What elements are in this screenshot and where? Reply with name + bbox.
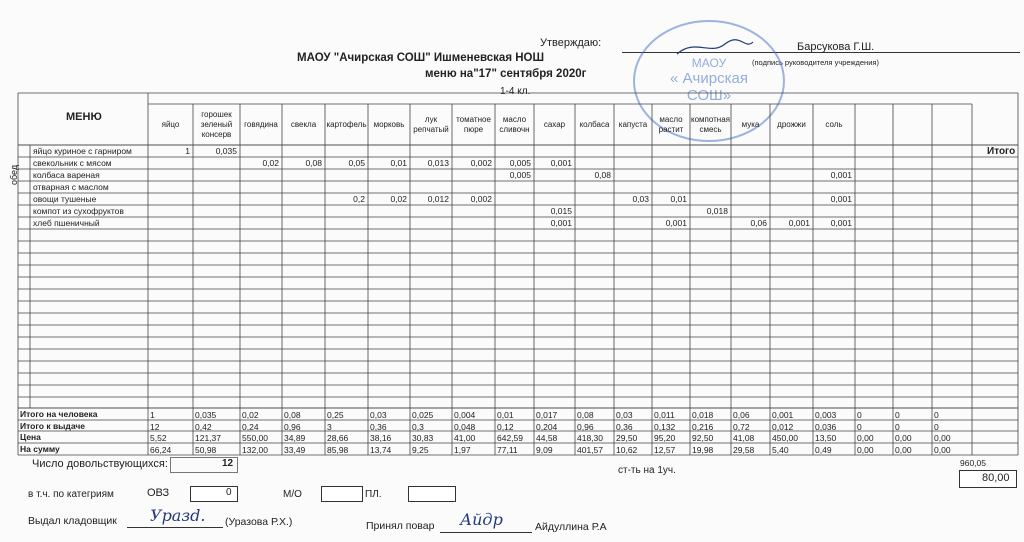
- menu-date: меню на"17" сентября 2020г: [425, 68, 587, 80]
- summary-value-cell: 95,20: [654, 433, 676, 443]
- cost-label: ст-ть на 1уч.: [618, 465, 676, 476]
- column-header: [856, 105, 892, 144]
- column-header: [894, 105, 931, 144]
- side-label-obed: обед: [9, 164, 19, 185]
- column-header: мука: [741, 119, 760, 129]
- summary-value-cell: 0,96: [577, 422, 594, 432]
- summary-value-cell: 0,003: [815, 410, 837, 420]
- summary-value-cell: 66,24: [150, 445, 172, 455]
- summary-value-cell: 9,25: [412, 445, 429, 455]
- approve-label: Утверждаю:: [540, 37, 602, 49]
- summary-value-cell: 13,50: [815, 433, 837, 443]
- dish-value-cell: 0,013: [427, 158, 449, 168]
- summary-value-cell: 0,08: [577, 410, 594, 420]
- summary-label: Итого на человека: [20, 409, 98, 419]
- categories-label: в т.ч. по категриям: [28, 489, 114, 500]
- summary-value-cell: 0,017: [536, 410, 558, 420]
- summary-value-cell: 0,12: [497, 422, 514, 432]
- dish-value-cell: 0,035: [215, 146, 237, 156]
- cost-value: 80,00: [982, 472, 1010, 484]
- ovz-value: 0: [226, 487, 232, 498]
- summary-value-cell: 28,66: [327, 433, 349, 443]
- stamp-line-2: « Ачирская: [670, 70, 748, 87]
- summary-value-cell: 30,83: [412, 433, 434, 443]
- summary-value-cell: 401,57: [577, 445, 603, 455]
- dish-value-cell: 0,001: [550, 158, 572, 168]
- summary-value-cell: 0,00: [895, 433, 912, 443]
- summary-value-cell: 0,06: [733, 410, 750, 420]
- dish-name: свекольник с мясом: [33, 158, 112, 168]
- summary-value-cell: 13,74: [370, 445, 392, 455]
- summary-value-cell: 85,98: [327, 445, 349, 455]
- column-header: соль: [825, 119, 843, 129]
- column-header: свекла: [290, 119, 317, 129]
- school-title: МАОУ "Ачирская СОШ" Ишменевская НОШ: [297, 52, 545, 64]
- summary-value-cell: 0,00: [934, 445, 951, 455]
- summary-value-cell: 77,11: [497, 445, 518, 455]
- summary-value-cell: 0,3: [412, 422, 424, 432]
- summary-value-cell: 0,048: [454, 422, 476, 432]
- summary-value-cell: 50,98: [195, 445, 217, 455]
- total-header: Итого: [987, 146, 1016, 157]
- dish-name: колбаса вареная: [33, 170, 100, 180]
- received-label: Принял повар: [366, 520, 435, 532]
- stamp-line-3: СОШ»: [686, 87, 732, 104]
- summary-value-cell: 0: [857, 422, 862, 432]
- summary-value-cell: 0,025: [412, 410, 434, 420]
- dish-value-cell: 0,01: [390, 158, 407, 168]
- dish-value-cell: 0,02: [262, 158, 279, 168]
- column-header: морковь: [373, 119, 405, 129]
- summary-value-cell: 92,50: [692, 433, 714, 443]
- summary-value-cell: 0,36: [616, 422, 633, 432]
- summary-value-cell: 0,03: [616, 410, 633, 420]
- column-header: сахар: [543, 119, 566, 129]
- grades-label: 1-4 кл.: [500, 86, 531, 97]
- summary-value-cell: 0,001: [772, 410, 794, 420]
- summary-value-cell: 41,08: [733, 433, 755, 443]
- dish-value-cell: 0,001: [665, 218, 687, 228]
- approver-name: Барсукова Г.Ш.: [797, 41, 875, 53]
- column-header: яйцо: [161, 119, 180, 129]
- summary-value-cell: 0: [934, 410, 939, 420]
- dish-name: хлеб пшеничный: [33, 218, 100, 228]
- summary-value-cell: 5,40: [772, 445, 789, 455]
- column-header: говядина: [244, 119, 278, 129]
- summary-value-cell: 34,89: [284, 433, 306, 443]
- summary-value-cell: 0,03: [370, 410, 387, 420]
- summary-value-cell: 0,96: [284, 422, 301, 432]
- mo-box: [321, 486, 363, 502]
- received-signature-line: [440, 532, 532, 533]
- summary-value-cell: 12: [150, 422, 160, 432]
- summary-value-cell: 642,59: [497, 433, 523, 443]
- dish-value-cell: 0,03: [632, 194, 649, 204]
- dish-value-cell: 0,05: [348, 158, 365, 168]
- summary-value-cell: 0,49: [815, 445, 832, 455]
- dish-value-cell: 0,018: [706, 206, 728, 216]
- column-header: томатное пюре: [456, 114, 491, 134]
- column-header: компотная смесь: [691, 114, 731, 134]
- column-header: горошек зеленый консерв: [200, 109, 233, 139]
- dish-name: компот из сухофруктов: [33, 206, 124, 216]
- summary-label: Итого к выдаче: [20, 421, 86, 431]
- issued-label: Выдал кладовщик: [28, 515, 117, 527]
- summary-value-cell: 0,018: [692, 410, 714, 420]
- dish-name: яйцо куриное с гарниром: [33, 146, 132, 156]
- summary-value-cell: 3: [327, 422, 332, 432]
- summary-value-cell: 550,00: [242, 433, 268, 443]
- dish-value-cell: 0,001: [830, 170, 852, 180]
- summary-value-cell: 10,62: [616, 445, 638, 455]
- summary-value-cell: 9,09: [536, 445, 553, 455]
- summary-label: На сумму: [20, 444, 60, 454]
- summary-value-cell: 44,58: [536, 433, 558, 443]
- summary-label: Цена: [20, 432, 41, 442]
- summary-value-cell: 1: [150, 410, 155, 420]
- summary-value-cell: 0,00: [857, 433, 874, 443]
- column-header: капуста: [618, 119, 648, 129]
- dish-name: отварная с маслом: [33, 182, 109, 192]
- summary-value-cell: 12,57: [654, 445, 676, 455]
- summary-value-cell: 121,37: [195, 433, 221, 443]
- summary-value-cell: 0,216: [692, 422, 714, 432]
- summary-value-cell: 0: [857, 410, 862, 420]
- received-signature: Айдр: [460, 510, 503, 529]
- summary-value-cell: 0,08: [284, 410, 301, 420]
- summary-value-cell: 0,25: [327, 410, 344, 420]
- summary-value-cell: 0,36: [370, 422, 387, 432]
- summary-value-cell: 450,00: [772, 433, 798, 443]
- summary-value-cell: 0,00: [857, 445, 874, 455]
- summary-value-cell: 0,72: [733, 422, 750, 432]
- dish-value-cell: 0,2: [353, 194, 365, 204]
- summary-value-cell: 0,012: [772, 422, 794, 432]
- stamp-line-1: МАОУ: [691, 56, 727, 70]
- dish-value-cell: 0,01: [670, 194, 687, 204]
- summary-value-cell: 0,011: [654, 410, 675, 420]
- column-header: колбаса: [579, 119, 610, 129]
- approver-caption: (подпись руководителя учреждения): [752, 58, 879, 67]
- dish-value-cell: 0,015: [550, 206, 572, 216]
- summary-value-cell: 0,24: [242, 422, 259, 432]
- dish-value-cell: 0,08: [594, 170, 611, 180]
- summary-value-cell: 5,52: [150, 433, 167, 443]
- dish-value-cell: 0,012: [427, 194, 449, 204]
- summary-value-cell: 0,00: [934, 433, 951, 443]
- summary-value-cell: 41,00: [454, 433, 476, 443]
- received-name: Айдуллина Р.А: [535, 521, 607, 533]
- column-header: [933, 105, 971, 144]
- summary-value-cell: 132,00: [242, 445, 268, 455]
- summary-value-cell: 38,16: [370, 433, 392, 443]
- summary-value-cell: 0,02: [242, 410, 259, 420]
- dish-value-cell: 0,002: [470, 194, 492, 204]
- summary-value-cell: 0,132: [654, 422, 676, 432]
- summary-value-cell: 0: [895, 422, 900, 432]
- dish-value-cell: 0,02: [390, 194, 407, 204]
- issued-name: (Уразова Р.Х.): [225, 516, 293, 528]
- summary-value-cell: 0,004: [454, 410, 476, 420]
- pl-box: [408, 486, 456, 502]
- summary-value-cell: 418,30: [577, 433, 603, 443]
- dish-value-cell: 0,001: [788, 218, 810, 228]
- count-value: 12: [222, 458, 234, 469]
- dish-value-cell: 0,001: [830, 218, 852, 228]
- dish-value-cell: 0,06: [750, 218, 767, 228]
- summary-value-cell: 0,036: [815, 422, 837, 432]
- dish-value-cell: 0,005: [509, 170, 531, 180]
- column-header: масло сливочн: [499, 114, 530, 134]
- summary-value-cell: 0,01: [497, 410, 514, 420]
- column-header: масло растит: [658, 114, 684, 134]
- summary-value-cell: 0: [934, 422, 939, 432]
- dish-value-cell: 0,002: [470, 158, 492, 168]
- summary-value-cell: 0,00: [895, 445, 912, 455]
- summary-value-cell: 1,97: [454, 445, 471, 455]
- summary-value-cell: 33,49: [284, 445, 306, 455]
- summary-value-cell: 29,58: [733, 445, 755, 455]
- menu-header: МЕНЮ: [66, 111, 102, 123]
- dish-value-cell: 0,001: [830, 194, 852, 204]
- summary-value-cell: 29,50: [616, 433, 638, 443]
- summary-value-cell: 0,204: [536, 422, 558, 432]
- ovz-label: ОВЗ: [147, 487, 170, 499]
- column-header: дрожжи: [777, 119, 806, 129]
- dish-name: овощи тушеные: [33, 194, 97, 204]
- issued-signature: Уразd.: [150, 506, 206, 525]
- pl-label: ПЛ.: [365, 489, 382, 500]
- summary-value-cell: 0,42: [195, 422, 212, 432]
- dish-value-cell: 0,005: [509, 158, 531, 168]
- column-header: картофель: [326, 119, 367, 129]
- column-header: лук репчатый: [413, 114, 449, 134]
- mo-label: М/О: [283, 489, 302, 500]
- dish-value-cell: 1: [185, 146, 190, 156]
- summary-value-cell: 19,98: [692, 445, 714, 455]
- issued-signature-line: [127, 527, 223, 528]
- summary-total-cell: 960,05: [960, 458, 986, 468]
- dish-value-cell: 0,08: [305, 158, 322, 168]
- summary-value-cell: 0: [895, 410, 900, 420]
- summary-value-cell: 0,035: [195, 410, 217, 420]
- count-label: Число довольствующихся:: [32, 458, 168, 470]
- dish-value-cell: 0,001: [550, 218, 572, 228]
